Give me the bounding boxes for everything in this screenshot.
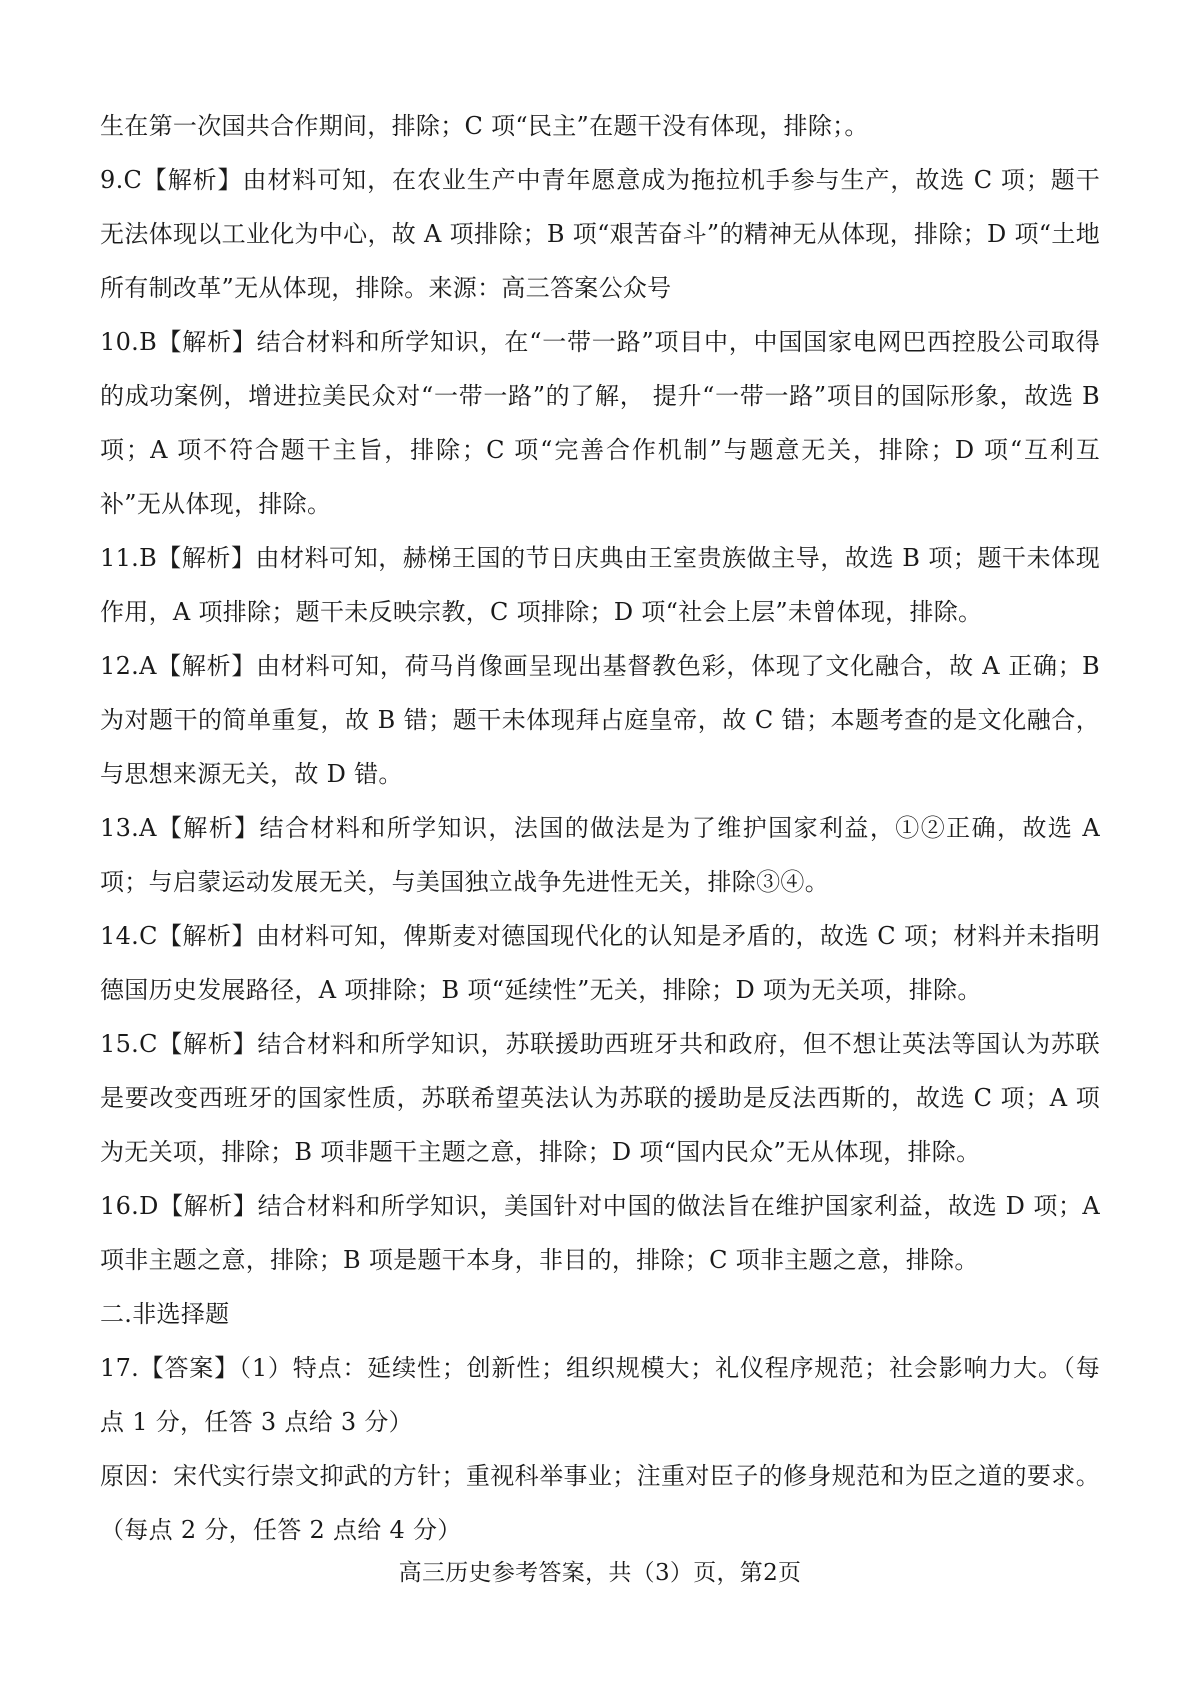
answer-15: 15.C【解析】结合材料和所学知识，苏联援助西班牙共和政府，但不想让英法等国认为苏联是要改变西班牙的国家性质，苏联希望英法认为苏联的援助是反法西斯的，故选 C 项；A 项为无关项，排除；B 项非题干主题之意，排除；D 项“国内民众”无从体现，排除。 (100, 1030, 1100, 1166)
answer-17-part-1: 17.【答案】（1）特点：延续性；创新性；组织规模大；礼仪程序规范；社会影响力大。（每点 1 分，任答 3 点给 3 分） (100, 1354, 1100, 1436)
answer-10: 10.B【解析】结合材料和所学知识，在“一带一路”项目中，中国国家电网巴西控股公司取得的成功案例，增进拉美民众对“一带一路”的了解， 提升“一带一路”项目的国际形象，故选 B 项；A 项不符合题干主旨，排除；C 项“完善合作机制”与题意无关，排除；D 项“互利互补”无从体现，排除。 (100, 328, 1100, 518)
answer-12: 12.A【解析】由材料可知，荷马肖像画呈现出基督教色彩，体现了文化融合，故 A 正确；B 为对题干的简单重复，故 B 错；题干未体现拜占庭皇帝，故 C 错；本题考查的是文化融合，与思想来源无关，故 D 错。 (100, 652, 1100, 788)
paragraph-continuation: 生在第一次国共合作期间，排除；C 项“民主”在题干没有体现，排除；。 (100, 112, 869, 140)
section-heading-non-choice: 二.非选择题 (100, 1300, 230, 1328)
answer-13: 13.A【解析】结合材料和所学知识，法国的做法是为了维护国家利益，①②正确，故选 A 项；与启蒙运动发展无关，与美国独立战争先进性无关，排除③④。 (100, 814, 1100, 896)
answer-17-reasons: 原因：宋代实行崇文抑武的方针；重视科举事业；注重对臣子的修身规范和为臣之道的要求。（每点 2 分，任答 2 点给 4 分） (100, 1462, 1100, 1544)
answer-14: 14.C【解析】由材料可知，俾斯麦对德国现代化的认知是矛盾的，故选 C 项；材料并未指明德国历史发展路径，A 项排除；B 项“延续性”无关，排除；D 项为无关项，排除。 (100, 922, 1100, 1004)
answer-16: 16.D【解析】结合材料和所学知识，美国针对中国的做法旨在维护国家利益，故选 D 项；A 项非主题之意，排除；B 项是题干本身，非目的，排除；C 项非主题之意，排除。 (100, 1192, 1100, 1274)
answer-9: 9.C【解析】由材料可知，在农业生产中青年愿意成为拖拉机手参与生产，故选 C 项；题干无法体现以工业化为中心，故 A 项排除；B 项“艰苦奋斗”的精神无从体现，排除；D 项“土地所有制改革”无从体现，排除。来源：高三答案公众号 (100, 166, 1100, 302)
answer-11: 11.B【解析】由材料可知，赫梯王国的节日庆典由王室贵族做主导，故选 B 项；题干未体现作用，A 项排除；题干未反映宗教，C 项排除；D 项“社会上层”未曾体现，排除。 (100, 544, 1100, 626)
page-footer: 高三历史参考答案，共（3）页，第2页 (398, 1560, 802, 1586)
